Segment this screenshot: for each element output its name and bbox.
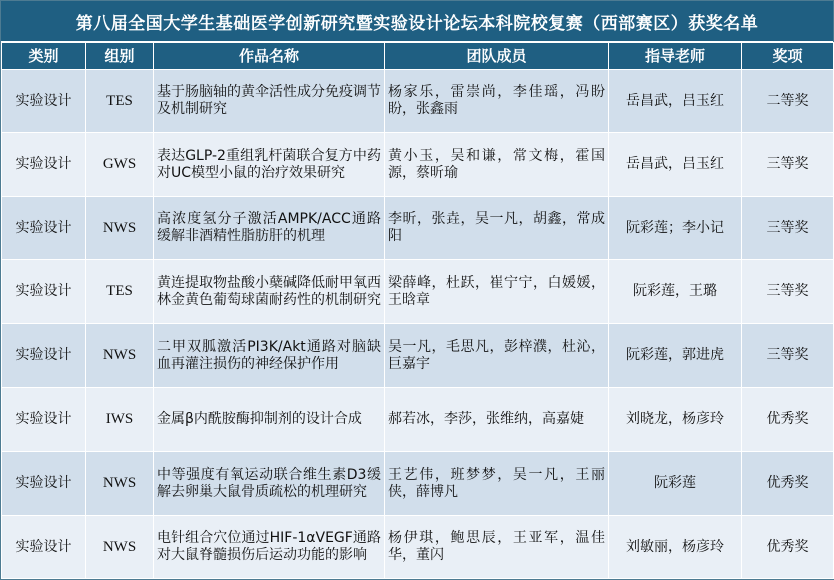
- cell-award: 优秀奖: [742, 452, 834, 516]
- header-team-members: 团队成员: [385, 43, 609, 70]
- table-row: [2, 516, 834, 579]
- cell-advisors: 阮彩莲: [609, 452, 742, 516]
- cell-group: GWS: [86, 133, 154, 197]
- cell-team-members: 杨伊琪，鲍思辰，王亚军，温佳华，董闪: [385, 516, 609, 579]
- table-header-row: [2, 43, 834, 70]
- cell-team-members: 黄小玉，吴和谦，常文梅，霍国源，蔡昕瑜: [385, 133, 609, 197]
- cell-advisors: 阮彩莲，郭进虎: [609, 324, 742, 388]
- cell-award: 三等奖: [742, 197, 834, 260]
- cell-work-title: 高浓度氢分子激活AMPK/ACC通路缓解非酒精性脂肪肝的机理: [154, 197, 385, 260]
- table-row: [2, 133, 834, 197]
- cell-work-title: 二甲双胍激活PI3K/Akt通路对脑缺血再灌注损伤的神经保护作用: [154, 324, 385, 388]
- cell-award: 优秀奖: [742, 388, 834, 452]
- cell-group: TES: [86, 260, 154, 324]
- table-row: [2, 452, 834, 516]
- cell-group: IWS: [86, 388, 154, 452]
- cell-team-members: 王艺伟，班梦梦，吴一凡，王丽侠，薛博凡: [385, 452, 609, 516]
- cell-team-members: 梁薛峰，杜跃，崔宁宁，白媛媛，王晗章: [385, 260, 609, 324]
- cell-award: 三等奖: [742, 133, 834, 197]
- cell-award: 三等奖: [742, 324, 834, 388]
- cell-group: NWS: [86, 324, 154, 388]
- cell-category: 实验设计: [2, 388, 86, 452]
- cell-team-members: 杨家乐，雷崇尚，李佳瑶，冯盼盼，张鑫雨: [385, 70, 609, 133]
- cell-work-title: 电针组合穴位通过HIF-1αVEGF通路对大鼠脊髓损伤后运动功能的影响: [154, 516, 385, 579]
- cell-category: 实验设计: [2, 70, 86, 133]
- header-award: 奖项: [742, 43, 834, 70]
- cell-work-title: 金属β内酰胺酶抑制剂的设计合成: [154, 388, 385, 452]
- cell-advisors: 刘敏丽，杨彦玲: [609, 516, 742, 579]
- cell-team-members: 李昕，张垚，吴一凡，胡鑫，常成阳: [385, 197, 609, 260]
- cell-team-members: 郝若冰，李莎，张维纳，高嘉婕: [385, 388, 609, 452]
- cell-advisors: 岳昌武，吕玉红: [609, 133, 742, 197]
- cell-work-title: 中等强度有氧运动联合维生素D3缓解去卵巢大鼠骨质疏松的机理研究: [154, 452, 385, 516]
- cell-category: 实验设计: [2, 260, 86, 324]
- cell-work-title: 黄连提取物盐酸小蘖碱降低耐甲氧西林金黄色葡萄球菌耐药性的机制研究: [154, 260, 385, 324]
- cell-award: 二等奖: [742, 70, 834, 133]
- cell-group: NWS: [86, 452, 154, 516]
- cell-category: 实验设计: [2, 133, 86, 197]
- cell-advisors: 阮彩莲，王璐: [609, 260, 742, 324]
- table-row: [2, 70, 834, 133]
- cell-team-members: 吴一凡，毛思凡，彭梓濮，杜沁，巨嘉宇: [385, 324, 609, 388]
- header-advisors: 指导老师: [609, 43, 742, 70]
- table-row: [2, 260, 834, 324]
- table-row: [2, 197, 834, 260]
- cell-work-title: 表达GLP-2重组乳杆菌联合复方中药对UC模型小鼠的治疗效果研究: [154, 133, 385, 197]
- cell-group: NWS: [86, 516, 154, 579]
- table-row: [2, 388, 834, 452]
- header-work-title: 作品名称: [154, 43, 385, 70]
- cell-category: 实验设计: [2, 452, 86, 516]
- table-row: [2, 324, 834, 388]
- cell-category: 实验设计: [2, 516, 86, 579]
- cell-advisors: 岳昌武，吕玉红: [609, 70, 742, 133]
- header-category: 类别: [2, 43, 86, 70]
- cell-category: 实验设计: [2, 324, 86, 388]
- cell-award: 三等奖: [742, 260, 834, 324]
- cell-advisors: 刘晓龙，杨彦玲: [609, 388, 742, 452]
- award-table: [1, 42, 834, 579]
- cell-award: 优秀奖: [742, 516, 834, 579]
- document-title: 第八届全国大学生基础医学创新研究暨实验设计论坛本科院校复赛（西部赛区）获奖名单: [1, 1, 833, 42]
- cell-group: NWS: [86, 197, 154, 260]
- header-group: 组别: [86, 43, 154, 70]
- cell-advisors: 阮彩莲；李小记: [609, 197, 742, 260]
- cell-category: 实验设计: [2, 197, 86, 260]
- cell-work-title: 基于肠脑轴的黄伞活性成分免疫调节及机制研究: [154, 70, 385, 133]
- cell-group: TES: [86, 70, 154, 133]
